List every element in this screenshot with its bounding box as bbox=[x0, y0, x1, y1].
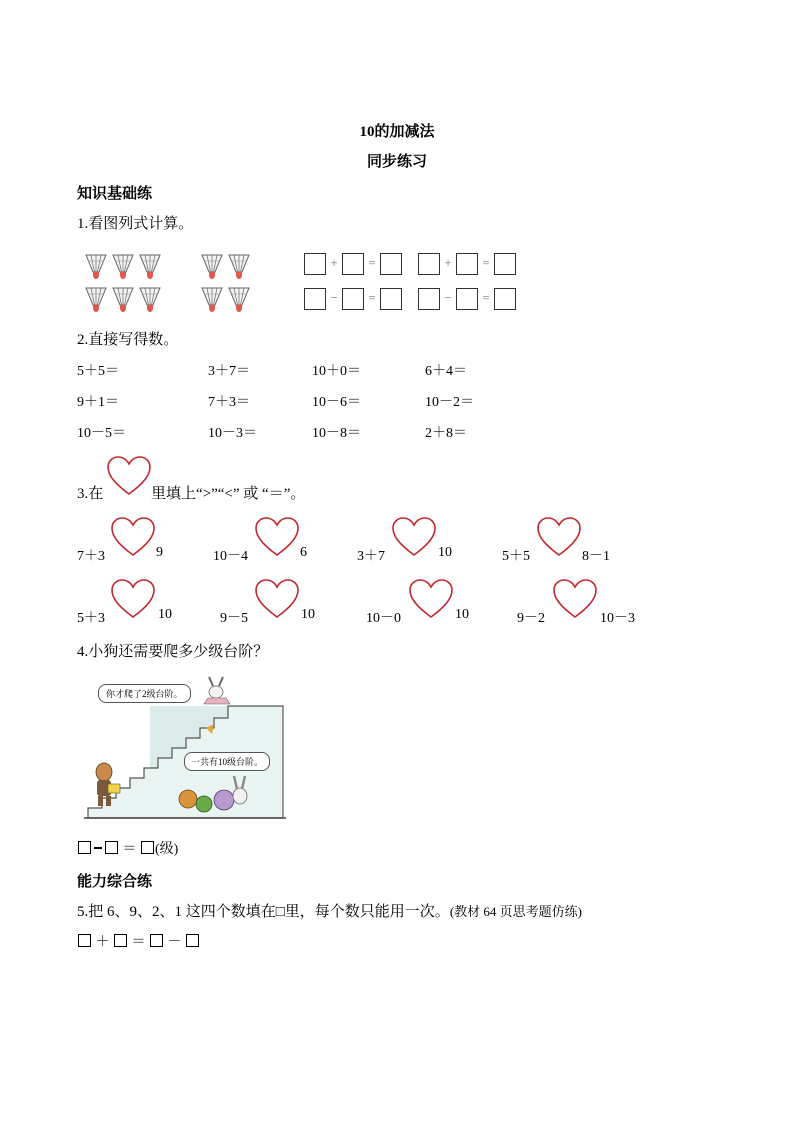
answer-box[interactable] bbox=[418, 253, 440, 275]
compare-left: 5＋3 bbox=[77, 611, 105, 626]
compare-left: 10－0 bbox=[366, 611, 401, 626]
unit-label: (级) bbox=[155, 842, 179, 857]
shuttlecock-group-right-bottom bbox=[200, 286, 251, 314]
answer-box[interactable] bbox=[418, 288, 440, 310]
page-subtitle: 同步练习 bbox=[366, 154, 427, 170]
answer-box[interactable] bbox=[78, 934, 91, 947]
equals-sign: = bbox=[482, 255, 490, 270]
calc-item: 2＋8＝ bbox=[425, 426, 467, 441]
compare-left: 9－2 bbox=[517, 611, 545, 626]
shuttlecock-icon bbox=[227, 253, 251, 281]
shuttlecock-group-right-top bbox=[200, 253, 251, 281]
calc-item: 10－3＝ bbox=[208, 426, 257, 441]
compare-right: 10 bbox=[455, 607, 469, 622]
equals-sign: = bbox=[368, 290, 376, 305]
answer-box[interactable] bbox=[494, 288, 516, 310]
compare-right: 9 bbox=[156, 545, 163, 560]
compare-right: 10 bbox=[158, 607, 172, 622]
page-title: 10的加减法 bbox=[359, 124, 435, 140]
heart-icon[interactable] bbox=[552, 578, 598, 620]
calc-item: 10－6＝ bbox=[312, 395, 361, 410]
compare-right: 10 bbox=[301, 607, 315, 622]
answer-template-q4: ＝ (级) bbox=[77, 838, 178, 858]
question-1: 1.看图列式计算。 bbox=[77, 216, 194, 232]
question-2: 2.直接写得数。 bbox=[77, 332, 179, 348]
answer-box[interactable] bbox=[494, 253, 516, 275]
shuttlecock-icon bbox=[111, 286, 135, 314]
heart-icon[interactable] bbox=[536, 516, 582, 558]
shuttlecock-group-left-bottom bbox=[84, 286, 162, 314]
shuttlecock-icon bbox=[200, 286, 224, 314]
plus-sign: + bbox=[330, 255, 338, 270]
compare-left: 9－5 bbox=[220, 611, 248, 626]
heart-icon[interactable] bbox=[110, 516, 156, 558]
speech-bubble-top: 你才爬了2级台阶。 bbox=[98, 684, 191, 703]
question-3-suffix: 里填上“>”“<” 或 “＝”。 bbox=[151, 486, 306, 502]
heart-icon[interactable] bbox=[254, 578, 300, 620]
compare-left: 5＋5 bbox=[502, 549, 530, 564]
answer-box[interactable] bbox=[78, 841, 91, 854]
equals-sign: = bbox=[482, 290, 490, 305]
shuttlecock-icon bbox=[111, 253, 135, 281]
calc-item: 3＋7＝ bbox=[208, 364, 250, 379]
compare-right: 8－1 bbox=[582, 549, 610, 564]
compare-left: 10－4 bbox=[213, 549, 248, 564]
calc-item: 5＋5＝ bbox=[77, 364, 119, 379]
calc-item: 10－2＝ bbox=[425, 395, 474, 410]
compare-right: 10 bbox=[438, 545, 452, 560]
shuttlecock-icon bbox=[227, 286, 251, 314]
calc-item: 10－5＝ bbox=[77, 426, 126, 441]
minus-sign: − bbox=[330, 290, 338, 305]
question-4: 4.小狗还需要爬多少级台阶？ bbox=[77, 644, 269, 660]
shuttlecock-group-left-top bbox=[84, 253, 162, 281]
heart-icon[interactable] bbox=[110, 578, 156, 620]
answer-box[interactable] bbox=[141, 841, 154, 854]
shuttlecock-icon bbox=[84, 253, 108, 281]
minus-sign bbox=[94, 847, 102, 849]
question-5 bbox=[77, 900, 582, 921]
shuttlecock-icon bbox=[84, 286, 108, 314]
answer-box[interactable] bbox=[380, 253, 402, 275]
calc-item: 9＋1＝ bbox=[77, 395, 119, 410]
answer-box[interactable] bbox=[114, 934, 127, 947]
compare-right: 6 bbox=[300, 545, 307, 560]
heart-icon[interactable] bbox=[254, 516, 300, 558]
answer-box[interactable] bbox=[456, 288, 478, 310]
compare-left: 3＋7 bbox=[357, 549, 385, 564]
calc-item: 6＋4＝ bbox=[425, 364, 467, 379]
equals-sign: = bbox=[368, 255, 376, 270]
shuttlecock-icon bbox=[200, 253, 224, 281]
speech-bubble-bottom: 一共有10级台阶。 bbox=[184, 752, 270, 771]
answer-box[interactable] bbox=[380, 288, 402, 310]
calc-item: 10－8＝ bbox=[312, 426, 361, 441]
heart-icon bbox=[106, 455, 152, 497]
stairs-illustration bbox=[80, 672, 288, 824]
answer-box[interactable] bbox=[304, 253, 326, 275]
plus-sign: + bbox=[444, 255, 452, 270]
calc-item: 7＋3＝ bbox=[208, 395, 250, 410]
question-5-hint: (教材 64 页思考题仿练) bbox=[449, 904, 582, 919]
compare-left: 7＋3 bbox=[77, 549, 105, 564]
answer-box[interactable] bbox=[304, 288, 326, 310]
shuttlecock-icon bbox=[138, 286, 162, 314]
section-advanced: 能力综合练 bbox=[77, 874, 153, 890]
answer-box[interactable] bbox=[105, 841, 118, 854]
calc-item: 10＋0＝ bbox=[312, 364, 361, 379]
heart-icon[interactable] bbox=[391, 516, 437, 558]
answer-box[interactable] bbox=[150, 934, 163, 947]
answer-box[interactable] bbox=[186, 934, 199, 947]
minus-sign: − bbox=[444, 290, 452, 305]
heart-icon[interactable] bbox=[408, 578, 454, 620]
compare-right: 10－3 bbox=[600, 611, 635, 626]
question-3-prefix: 3.在 bbox=[77, 486, 104, 502]
answer-template-q5: ＋ ＝ － bbox=[77, 931, 200, 951]
section-basic: 知识基础练 bbox=[77, 186, 153, 202]
answer-box[interactable] bbox=[342, 253, 364, 275]
question-5-text: 5.把 6、9、2、1 这四个数填在□里，每个数只能用一次。 bbox=[77, 904, 450, 920]
answer-box[interactable] bbox=[456, 253, 478, 275]
answer-box[interactable] bbox=[342, 288, 364, 310]
shuttlecock-icon bbox=[138, 253, 162, 281]
